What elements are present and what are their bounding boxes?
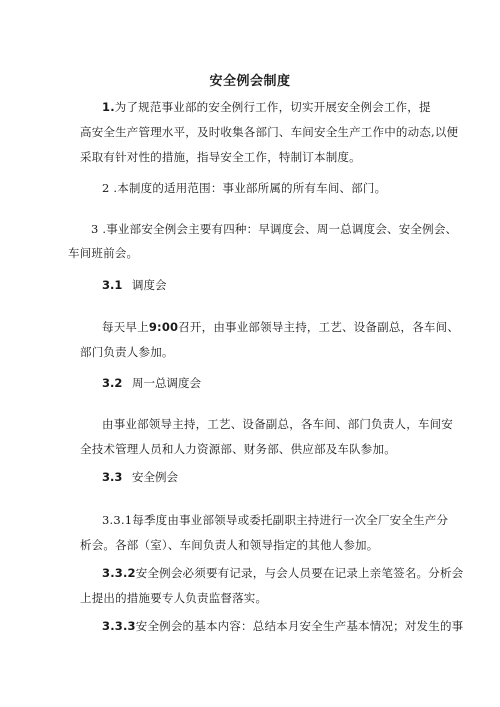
section-3-2-heading xyxy=(102,376,201,390)
paragraph-3-line-1: 3 .事业部安全例会主要有四种：早调度会、周一总调度会、安全例会、 xyxy=(91,222,458,236)
paragraph-1-line-3: 采取有针对性的措施，指导安全工作，特制订本制度。 xyxy=(80,150,361,164)
section-3-3-number: 3.3 xyxy=(102,470,123,484)
section-3-2-body-line-2: 全技术管理人员和人力资源部、财务部、供应部及车队参加。 xyxy=(80,442,396,456)
item-3-3-2-number: 3.3.2 xyxy=(102,566,136,580)
section-3-1-body-line-2: 部门负责人参加。 xyxy=(80,345,174,359)
paragraph-1-line-2: 高安全生产管理水平，及时收集各部门、车间安全生产工作中的动态,以便 xyxy=(80,125,459,139)
section-3-1-number: 3.1 xyxy=(102,278,123,292)
paragraph-1-line-1 xyxy=(102,100,431,114)
section-3-1-body-line-1 xyxy=(102,320,459,334)
section-3-2-body-line-1: 由事业部领导主持，工艺、设备副总，各车间、部门负责人，车间安 xyxy=(102,417,453,431)
paragraph-1-line-1-text: 为了规范事业部的安全例行工作，切实开展安全例会工作，提 xyxy=(114,100,431,114)
item-3-3-1-text: 每季度由事业部领导或委托副职主持进行一次全厂安全生产分 xyxy=(132,513,449,527)
paragraph-2-line-1: 2 .本制度的适用范围：事业部所属的所有车间、部门。 xyxy=(102,181,387,195)
item-3-3-3-text: 安全例会的基本内容：总结本月安全生产基本情况；对发生的事 xyxy=(135,619,464,633)
item-3-3-2-text: 安全例会必须要有记录，与会人员要在记录上亲笔签名。分析会 xyxy=(135,566,464,580)
item-3-3-2-line-1 xyxy=(102,566,463,580)
paragraph-3-line-2: 车间班前会。 xyxy=(68,246,139,260)
document-title: 安全例会制度 xyxy=(209,74,291,89)
section-3-1-heading xyxy=(102,278,167,292)
item-3-3-3-line-1 xyxy=(102,619,463,633)
section-3-2-title: 周一总调度会 xyxy=(132,376,201,390)
item-3-3-2-line-2: 上提出的措施要专人负责监督落实。 xyxy=(80,591,268,605)
section-3-3-title: 安全例会 xyxy=(132,470,178,484)
item-3-3-1-number: 3.3.1 xyxy=(102,513,133,527)
item-3-3-1-line-1 xyxy=(102,513,448,527)
section-3-1-title: 调度会 xyxy=(132,278,167,292)
paragraph-1-number: 1. xyxy=(102,100,115,114)
section-3-1-body-pre: 每天早上 xyxy=(102,320,149,334)
section-3-3-heading xyxy=(102,470,178,484)
item-3-3-3-number: 3.3.3 xyxy=(102,619,136,633)
section-3-2-number: 3.2 xyxy=(102,376,123,390)
section-3-1-time: 9:00 xyxy=(148,320,179,334)
section-3-1-body-post: 召开，由事业部领导主持，工艺、设备副总，各车间、 xyxy=(178,320,460,334)
item-3-3-1-line-2: 析会。各部（室）、车间负责人和领导指定的其他人参加。 xyxy=(80,538,379,552)
